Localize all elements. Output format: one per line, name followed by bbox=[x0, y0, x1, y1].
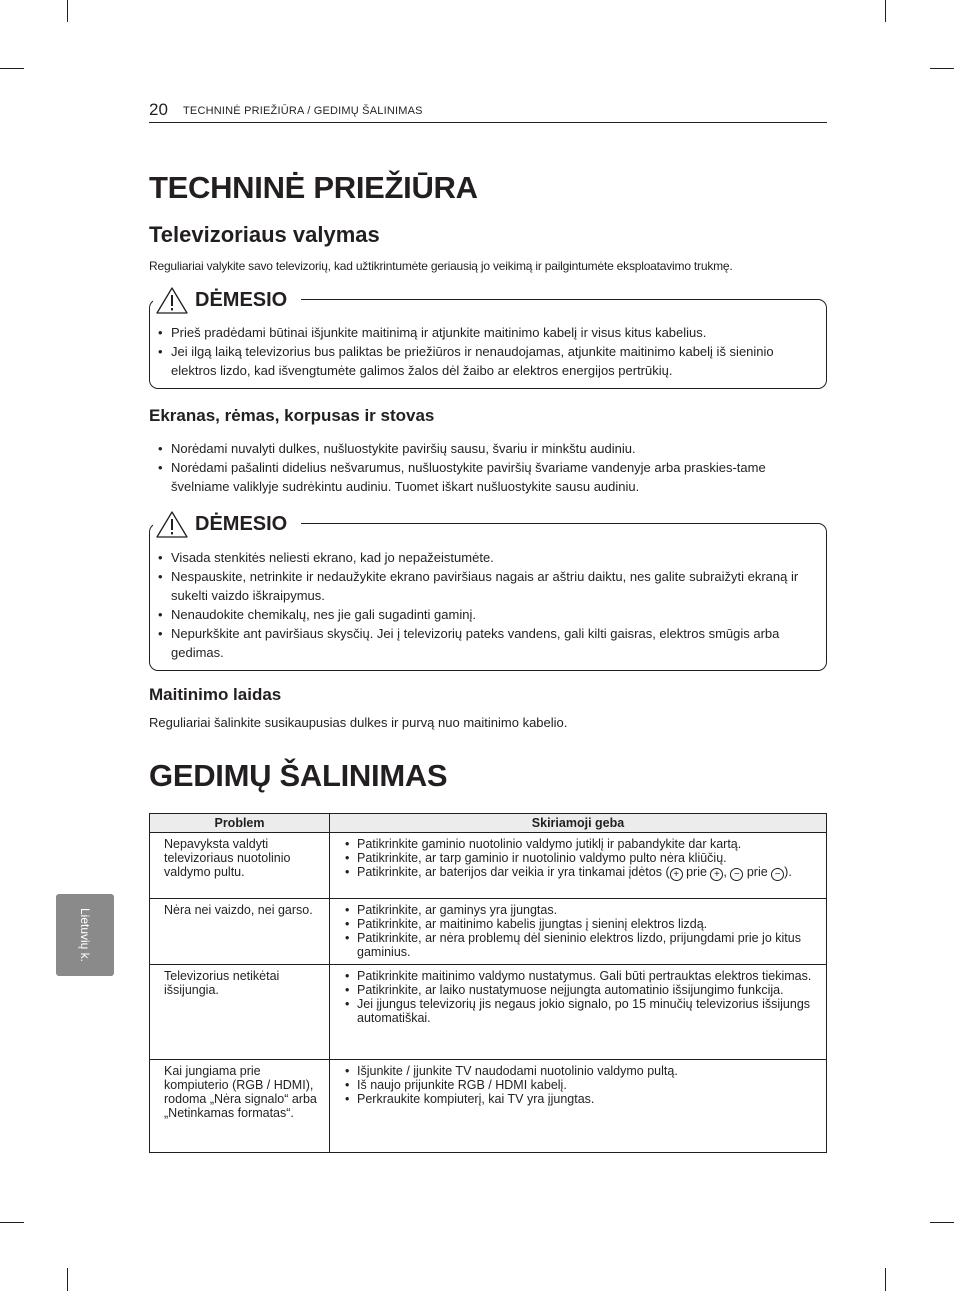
solution-item: • Perkraukite kompiuterį, kai TV yra įjungtas. bbox=[330, 1092, 826, 1106]
caution-item: • Nenaudokite chemikalų, nes jie gali sugadinti gaminį. bbox=[149, 605, 809, 624]
warning-triangle-icon bbox=[155, 510, 189, 538]
screen-care-item: • Norėdami pašalinti didelius nešvarumus, nušluostykite paviršių švariame vandenyje arba praskies-tame švelniame valiklyje sudrėkintu audiniu. Tuomet iškart nušluostykite sausu audiniu. bbox=[149, 458, 799, 496]
solution-item: • Patikrinkite, ar gaminys yra įjungtas. bbox=[330, 903, 826, 917]
crop-mark bbox=[0, 1222, 24, 1223]
cleaning-intro: Reguliariai valykite savo televizorių, kad užtikrintumėte geriausią jo veikimą ir pailgintumėte eksploatavimo trukmę. bbox=[149, 259, 733, 273]
caution-header bbox=[153, 286, 301, 314]
caution-header bbox=[153, 510, 301, 538]
solution-item: • Patikrinkite, ar maitinimo kabelis įjungtas į sieninį elektros lizdą. bbox=[330, 917, 826, 931]
problem-cell: Nepavyksta valdyti televizoriaus nuotolinio valdymo pultu. bbox=[150, 833, 330, 899]
battery-text-mid: prie bbox=[743, 865, 772, 879]
troubleshooting-table bbox=[149, 813, 827, 1153]
troubleshooting-title: GEDIMŲ ŠALINIMAS bbox=[149, 758, 448, 793]
solution-cell bbox=[330, 833, 827, 899]
maintenance-title: TECHNINĖ PRIEŽIŪRA bbox=[149, 170, 478, 205]
solution-item: • Patikrinkite, ar tarp gaminio ir nuotolinio valdymo pulto nėra kliūčių. bbox=[330, 851, 826, 865]
caution-list bbox=[149, 323, 799, 380]
caution-item: • Jei ilgą laiką televizorius bus paliktas be priežiūros ir nenaudojamas, atjunkite maitinimo kabelį iš sieninio elektros lizdo, kad išvengtumėte galimos žalos dėl žaibo ar elektros energijos pertrūkių. bbox=[149, 342, 799, 380]
screen-care-item: • Norėdami nuvalyti dulkes, nušluostykite paviršių sausu, švariu ir minkštu audiniu. bbox=[149, 439, 799, 458]
screen-care-list bbox=[149, 439, 799, 496]
solution-item: • Iš naujo prijunkite RGB / HDMI kabelį. bbox=[330, 1078, 826, 1092]
crop-mark bbox=[67, 1268, 68, 1291]
problem-cell: Kai jungiama prie kompiuterio (RGB / HDMI), rodoma „Nėra signalo“ arba „Netinkamas formatas“. bbox=[150, 1060, 330, 1153]
table-row bbox=[150, 833, 827, 899]
plus-circle-icon: + bbox=[710, 868, 723, 881]
caution-item: • Visada stenkitės neliesti ekrano, kad jo nepažeistumėte. bbox=[149, 548, 809, 567]
solution-item: • Patikrinkite gaminio nuotolinio valdymo jutiklį ir pabandykite dar kartą. bbox=[330, 837, 826, 851]
table-row bbox=[150, 1060, 827, 1153]
caution-label: DĖMESIO bbox=[195, 513, 288, 535]
table-header-row bbox=[150, 814, 827, 833]
solution-item: • Jei įjungus televizorių jis negaus jokio signalo, po 15 minučių televizorius išsijungs automatiškai. bbox=[330, 997, 826, 1025]
running-header bbox=[149, 100, 827, 123]
caution-box bbox=[149, 510, 827, 671]
battery-text-prefix: Patikrinkite, ar baterijos dar veikia ir yra tinkamai įdėtos ( bbox=[357, 865, 670, 879]
minus-circle-icon: − bbox=[730, 868, 743, 881]
warning-triangle-icon bbox=[155, 286, 189, 314]
solution-item: • Patikrinkite, ar nėra problemų dėl sieninio elektros lizdo, prijungdami prie jo kitus gaminius. bbox=[330, 931, 826, 959]
crop-mark bbox=[885, 1268, 886, 1291]
problem-cell: Televizorius netikėtai išsijungia. bbox=[150, 965, 330, 1060]
cleaning-heading: Televizoriaus valymas bbox=[149, 222, 380, 247]
battery-text-mid: , bbox=[723, 865, 731, 879]
caution-item: • Prieš pradėdami būtinai išjunkite maitinimą ir atjunkite maitinimo kabelį ir visus kitus kabelius. bbox=[149, 323, 799, 342]
caution-list bbox=[149, 548, 809, 662]
solution-cell bbox=[330, 899, 827, 965]
column-header-solution: Skiriamoji geba bbox=[330, 814, 827, 833]
column-header-problem: Problem bbox=[150, 814, 330, 833]
power-cord-heading: Maitinimo laidas bbox=[149, 685, 282, 704]
crop-mark bbox=[930, 68, 954, 69]
caution-label: DĖMESIO bbox=[195, 289, 288, 311]
crop-mark bbox=[67, 0, 68, 22]
page-number: 20 bbox=[149, 100, 168, 119]
solution-item: • Patikrinkite, ar laiko nustatymuose neįjungta automatinio išsijungimo funkcija. bbox=[330, 983, 826, 997]
crop-mark bbox=[885, 0, 886, 22]
screen-heading: Ekranas, rėmas, korpusas ir stovas bbox=[149, 406, 435, 425]
solution-item: • Patikrinkite maitinimo valdymo nustatymus. Gali būti pertrauktas elektros tiekimas. bbox=[330, 969, 826, 983]
solution-item-battery bbox=[330, 865, 826, 881]
caution-item: • Nepurkškite ant paviršiaus skysčių. Jei į televizorių pateks vandens, gali kilti gaisras, elektros smūgis arba gedimas. bbox=[149, 624, 809, 662]
power-cord-text: Reguliariai šalinkite susikaupusias dulkes ir purvą nuo maitinimo kabelio. bbox=[149, 715, 568, 730]
plus-circle-icon: + bbox=[670, 868, 683, 881]
language-tab-label: Lietuvių k. bbox=[78, 907, 92, 963]
table-row bbox=[150, 965, 827, 1060]
running-title: TECHNINĖ PRIEŽIŪRA / GEDIMŲ ŠALINIMAS bbox=[183, 105, 423, 117]
language-tab bbox=[56, 894, 114, 976]
table-row bbox=[150, 899, 827, 965]
solution-cell bbox=[330, 1060, 827, 1153]
solution-item: • Išjunkite / įjunkite TV naudodami nuotolinio valdymo pultą. bbox=[330, 1064, 826, 1078]
solution-cell bbox=[330, 965, 827, 1060]
battery-text-suffix: ). bbox=[784, 865, 792, 879]
battery-text-mid: prie bbox=[682, 865, 711, 879]
crop-mark bbox=[930, 1222, 954, 1223]
caution-item: • Nespauskite, netrinkite ir nedaužykite ekrano paviršiaus nagais ar aštriu daiktu, nes galite subraižyti ekraną ir sukelti vaizdo iškraipymus. bbox=[149, 567, 809, 605]
caution-box bbox=[149, 286, 827, 389]
minus-circle-icon: − bbox=[771, 868, 784, 881]
crop-mark bbox=[0, 68, 24, 69]
problem-cell: Nėra nei vaizdo, nei garso. bbox=[150, 899, 330, 965]
